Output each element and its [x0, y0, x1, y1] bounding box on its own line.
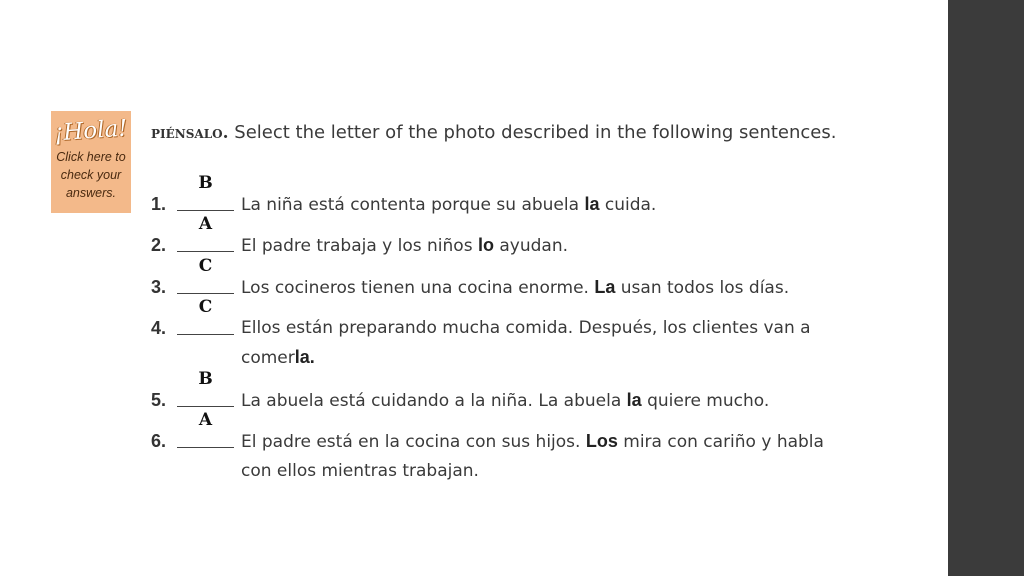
pronoun: la	[626, 390, 642, 410]
exercise-item-3	[151, 256, 891, 303]
answer-blank	[177, 334, 234, 335]
item-number: 1.	[151, 194, 167, 214]
item-sentence: La niña está contenta porque su abuela la cuida.	[241, 194, 657, 215]
pronoun: La	[594, 277, 616, 297]
answer-letter: A	[198, 410, 213, 430]
exercise-item-1	[151, 173, 891, 220]
answer-letter: B	[198, 369, 213, 389]
item-number: 4.	[151, 318, 167, 338]
check-answers-button[interactable]	[51, 111, 131, 213]
check-answers-label: Click here to check your answers.	[56, 150, 126, 200]
answer-letter: C	[198, 297, 213, 317]
exercise-item-4	[151, 297, 891, 373]
item-number: 6.	[151, 431, 167, 451]
instructions-text: Select the letter of the photo described in the following sentences.	[234, 122, 837, 143]
item-sentence: La abuela está cuidando a la niña. La abuela la quiere mucho.	[241, 390, 770, 411]
instructions	[151, 118, 871, 148]
exercise-item-6	[151, 410, 891, 486]
answer-letter: C	[198, 256, 213, 276]
item-sentence: Ellos están preparando mucha comida. Después, los clientes van a comerla.	[241, 318, 811, 368]
item-sentence: El padre trabaja y los niños lo ayudan.	[241, 235, 569, 256]
answer-letter: A	[198, 214, 213, 234]
pronoun: la	[584, 194, 600, 214]
answer-blank	[177, 447, 234, 448]
pronoun: Los	[585, 431, 618, 451]
exercise-item-2	[151, 214, 891, 261]
item-number: 3.	[151, 277, 167, 297]
pronoun: la.	[294, 347, 315, 367]
item-number: 5.	[151, 390, 167, 410]
answer-letter: B	[198, 173, 213, 193]
item-sentence: El padre está en la cocina con sus hijos. Los mira con cariño y habla con ellos mientras trabajan.	[241, 431, 824, 481]
side-panel	[948, 0, 1024, 576]
exercise-item-5	[151, 369, 891, 416]
hola-logo: ¡Hola!	[53, 115, 129, 147]
item-sentence: Los cocineros tienen una cocina enorme. La usan todos los días.	[241, 277, 790, 298]
item-number: 2.	[151, 235, 167, 255]
instructions-keyword: piénsalo.	[151, 123, 229, 143]
pronoun: lo	[477, 235, 494, 255]
